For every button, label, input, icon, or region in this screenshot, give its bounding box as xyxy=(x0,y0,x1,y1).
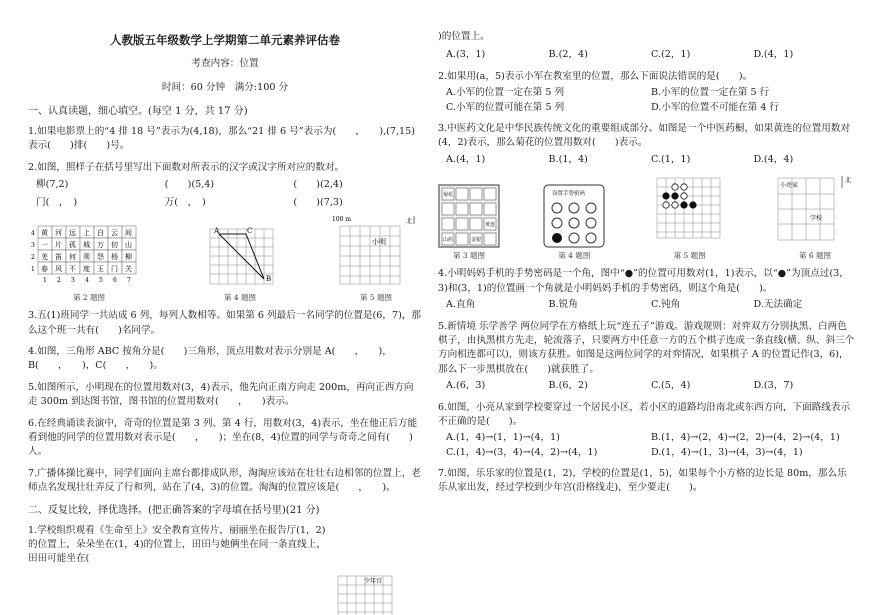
figure-6-route-caption: 第 6 题图 xyxy=(798,251,831,261)
fill-q1: 1.如果电影票上的“4 排 18 号”表示为(4,18)，那么“21 排 6 号”表示为( ， ),(7,15)表示( )排( )号。 xyxy=(28,126,415,152)
x-axis-number: 4 xyxy=(85,276,89,284)
poem-character: 何 xyxy=(69,252,76,261)
vertex-c-label: C xyxy=(247,226,253,235)
vertex-b-label: B xyxy=(266,274,272,283)
option-c[interactable]: C.小军的位置可能在第 5 列 xyxy=(446,101,565,113)
poem-character: 黄 xyxy=(41,228,48,237)
poem-character: 须 xyxy=(83,252,90,261)
option-c[interactable]: C.钝角 xyxy=(651,299,681,311)
drawer-label: 山药 xyxy=(443,237,454,244)
option-c[interactable]: C.(1，4)→(3，4)→(4，2)→(4，1) xyxy=(446,446,598,458)
option-b[interactable]: B.(1，4)→(2，4)→(2，2)→(4，2)→(4，1) xyxy=(651,432,840,444)
option-d[interactable]: D.(3，7) xyxy=(753,380,794,392)
figure-5-gomoku-caption: 第 5 题图 xyxy=(673,251,706,261)
option-a[interactable]: A.小军的位置一定在第 5 列 xyxy=(446,87,565,99)
left-figures xyxy=(28,214,422,303)
x-axis-number: 6 xyxy=(113,276,117,284)
triangle-grid-figure xyxy=(200,224,280,290)
option-a[interactable]: A.(1，4)→(1，1)→(4，1) xyxy=(446,432,560,444)
figure-5 xyxy=(330,214,422,303)
option-b[interactable]: B.(6，2) xyxy=(548,380,588,392)
x-axis-number: 3 xyxy=(71,276,75,284)
poem-character: 不 xyxy=(69,264,76,273)
pair: ( )(7,3) xyxy=(293,196,343,208)
poem-character: 门 xyxy=(111,264,118,273)
poem-character: 万 xyxy=(97,240,104,249)
fill-q4: 4.如图，三角形 ABC 按角分是( )三角形，顶点用数对表示分别是 A( ， )，B( ， )，C( ， )。 xyxy=(28,346,392,372)
youth-palace-label: 少年宫 xyxy=(364,578,383,585)
vertex-a-label: A xyxy=(214,226,220,235)
start-dot-icon xyxy=(552,233,562,243)
choice-q6-options xyxy=(446,431,856,460)
option-b[interactable]: B.(2，4) xyxy=(548,49,588,61)
option-c[interactable]: C.(1，1) xyxy=(651,153,691,165)
right-figures xyxy=(438,172,856,261)
poem-character: 玉 xyxy=(97,264,104,273)
medicine-cabinet-figure xyxy=(438,184,500,248)
option-c[interactable]: C.(2，1) xyxy=(651,49,691,61)
north-label: 北 xyxy=(406,217,413,225)
choice-q1: 1.学校组织观看《生命至上》安全教育宣传片，丽丽坐在报告厅(1，2)的位置上，朵朵坐在(1，4)的位置上，田田与她俩坐在同一条直线上，田田可能坐在( xyxy=(28,524,326,565)
north-label: 北 xyxy=(844,177,851,185)
drawer-label: 黄连 xyxy=(485,222,496,229)
exam-time: 时间：60 分钟 满分:100 分 xyxy=(161,81,289,93)
option-a[interactable]: A.(3，1) xyxy=(446,49,486,61)
choice-q5: 5.新情境 乐学善学 两位同学在方格纸上玩“连五子”游戏。游戏规则：对弈双方分别执黑、白两色棋子，由执黑棋方先走，轮流落子，只要两方中任意一方的五个棋子连成一条直线(横、纵、斜三个方向相连都可以)，则该方获胜。如图是这两位同学的对弈情况，如果棋子 A 的位置记作(3，6)，那么下一步黑棋放在( )就获胜了。 xyxy=(438,320,855,375)
pair: 柳(7,2) xyxy=(36,179,69,191)
figure-4-caption: 第 4 题图 xyxy=(223,292,257,302)
exam-title: 人教版五年级数学上学期第二单元素养评估卷 xyxy=(110,33,340,47)
option-a[interactable]: A.(4，1) xyxy=(446,153,486,165)
choice-q1-continuation: )的位置上。 xyxy=(438,31,490,42)
pair: ( )(5,4) xyxy=(164,179,215,191)
section-1-heading: 一、认真读题，细心填空。(每空 1 分，共 17 分) xyxy=(28,106,248,118)
poem-character: 怨 xyxy=(97,252,104,261)
figure-4-gesture xyxy=(543,184,605,261)
figure-5-caption: 第 5 题图 xyxy=(359,292,393,302)
drawer-label: 菊花 xyxy=(443,192,454,199)
x-axis-number: 2 xyxy=(57,276,61,284)
pair: 门( ， ) xyxy=(36,196,78,208)
option-c[interactable]: C.(5，4) xyxy=(651,380,691,392)
option-b[interactable]: B.(1，4) xyxy=(548,153,588,165)
poem-character: 羌 xyxy=(41,252,48,261)
option-d[interactable]: D.无法确定 xyxy=(753,299,803,311)
q7-partial-grid-figure xyxy=(330,572,396,615)
option-d[interactable]: D.(4，1) xyxy=(753,49,794,61)
scale-label: 100 m xyxy=(332,215,352,223)
choice-q2-options xyxy=(446,86,856,115)
choice-q7: 7.如图，乐乐家的位置是(1，2)，学校的位置是(1，5)，如果每个小方格的边长是 80m，那么乐乐从家出发，经过学校到少年宫(沿格线走)，至少要走( )。 xyxy=(438,468,847,494)
poem-character: 笛 xyxy=(55,252,62,261)
choice-q3-options xyxy=(446,153,856,167)
figure-4 xyxy=(200,224,280,303)
figure-6-route xyxy=(774,174,856,261)
poem-character: 远 xyxy=(69,228,76,237)
pair: 万( ， ) xyxy=(164,196,206,208)
poem-character: 片 xyxy=(55,240,62,249)
gesture-password-figure xyxy=(543,184,605,248)
poem-character: 城 xyxy=(83,240,90,249)
poem-character: 一 xyxy=(41,240,48,249)
poem-character: 河 xyxy=(55,228,62,237)
xiaoming-label: 小明 xyxy=(372,237,386,246)
y-axis-number: 1 xyxy=(31,265,35,273)
x-axis-number: 1 xyxy=(43,276,47,284)
poem-character: 白 xyxy=(97,228,104,237)
poem-character: 柳 xyxy=(125,252,132,261)
poem-character: 关 xyxy=(125,264,132,273)
q2-pairs-row-a xyxy=(36,178,422,192)
poem-character: 上 xyxy=(83,228,90,237)
poem-character: 杨 xyxy=(111,252,118,261)
section-2-heading: 二、反复比较，择优选择。(把正确答案的字母填在括号里)(21 分) xyxy=(28,504,320,516)
poem-grid-figure xyxy=(28,224,150,290)
choice-q4: 4.小明妈妈手机的手势密码是一个角，图中“●”的位置可用数对(1，1)表示，以“●”为顶点过(3，3)和(3，1)的位置画一个角就是小明妈妈手机的手势密码，则这个角是( )。 xyxy=(438,268,849,294)
pair: ( )(2,4) xyxy=(293,179,343,191)
figure-2 xyxy=(28,224,150,303)
y-axis-number: 4 xyxy=(31,229,35,237)
option-b[interactable]: B.小军的位置一定在第 5 行 xyxy=(651,87,770,99)
poem-character: 度 xyxy=(83,264,90,273)
drawer-label: 金银 xyxy=(471,237,482,244)
figure-5-gomoku xyxy=(649,172,731,261)
choice-q3: 3.中医药文化是中华民族传统文化的重要组成部分。如图是一个中医药橱，如果黄连的位置用数对(4，2)表示，那么菊花的位置用数对( )表示。 xyxy=(438,122,851,149)
figure-4-gesture-caption: 第 4 题图 xyxy=(558,251,591,261)
fill-q6: 6.在经典诵读表演中，奇奇的位置是第 3 列、第 4 行，用数对(3，4)表示，坐在他正后方能看到他的同学的位置用数对表示是( ， )；坐在(8，4)位置的同学与奇奇之间有( )人。 xyxy=(28,417,418,458)
option-d[interactable]: D.小军的位置不可能在第 4 行 xyxy=(651,101,780,113)
left-column xyxy=(0,0,430,615)
choice-q2: 2.如果用(a，5)表示小军在教室里的位置，那么下面说法错误的是( )。 xyxy=(438,70,753,82)
x-axis-number: 7 xyxy=(127,276,131,284)
home-label: 小亮家 xyxy=(779,182,798,190)
x-axis-number: 5 xyxy=(99,276,103,284)
poem-character: 山 xyxy=(125,240,132,249)
poem-character: 春 xyxy=(41,264,48,273)
fill-q5: 5.如图所示，小明现在的位置用数对(3，4)表示，他先向正南方向走 200m，再向正西方向走 300m 到达图书馆，图书馆的位置用数对( ， )表示。 xyxy=(28,381,414,408)
exam-content: 考查内容：位置 xyxy=(191,58,259,70)
choice-q6: 6.如图，小亮从家到学校要穿过一个居民小区，若小区的道路均沿南北或东西方向，下面路线表示不正确的是( )。 xyxy=(438,401,851,427)
option-d[interactable]: D.(4，4) xyxy=(753,153,794,165)
poem-character: 仞 xyxy=(111,240,118,249)
option-d[interactable]: D.(1，4)→(1，3)→(4，3)→(4，1) xyxy=(651,446,803,458)
poem-character: 云 xyxy=(111,228,118,237)
option-a[interactable]: A.(6，3) xyxy=(446,380,486,392)
figure-3 xyxy=(438,184,500,261)
gomoku-board-figure xyxy=(649,172,731,248)
fill-q3: 3.五(1)班同学一共站成 6 列，每列人数相等。如果第 6 列最后一名同学的位置是(6，7)，那么这个班一共有( )名同学。 xyxy=(28,310,422,336)
school-label: 学校 xyxy=(809,215,822,223)
option-a[interactable]: A.直角 xyxy=(446,299,476,311)
choice-q4-options xyxy=(446,298,856,312)
gesture-title: 设置手势密码 xyxy=(552,191,586,198)
y-axis-number: 2 xyxy=(31,253,35,261)
figure-3-caption: 第 3 题图 xyxy=(452,251,486,261)
poem-character: 间 xyxy=(125,228,132,237)
choice-q5-options xyxy=(446,379,856,393)
y-axis-number: 3 xyxy=(31,241,35,249)
option-b[interactable]: B.锐角 xyxy=(548,299,578,311)
fill-q2: 2.如图，照样子在括号里写出下面数对所表示的汉字或汉字所对应的数对。 xyxy=(28,161,345,173)
poem-character: 风 xyxy=(55,264,62,273)
q2-pairs-row-b xyxy=(36,196,422,210)
right-column xyxy=(432,0,870,615)
route-map-figure xyxy=(774,174,856,248)
map-grid-figure xyxy=(330,214,422,290)
figure-2-caption: 第 2 题图 xyxy=(72,292,106,302)
fill-q7: 7.广播体操比赛中，同学们面向主席台都排成队形，淘淘应该站在壮壮右边相邻的位置上，老师点名发现壮壮弄反了行和列，站在了(4，3)的位置。淘淘的位置应该是( ， )。 xyxy=(28,467,421,494)
choice-q1-options xyxy=(446,48,856,62)
poem-character: 孤 xyxy=(69,240,76,249)
